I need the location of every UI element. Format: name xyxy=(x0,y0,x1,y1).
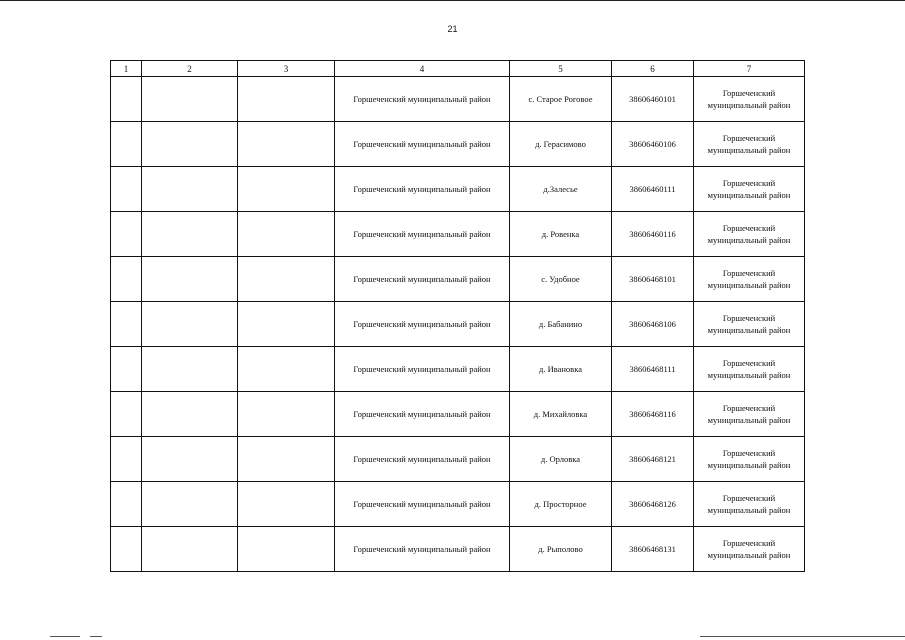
cell-district: Горшеченский муниципальный район xyxy=(335,527,510,572)
cell-code: 38606460106 xyxy=(612,122,694,167)
table-row xyxy=(111,257,805,302)
cell-col2 xyxy=(142,392,238,437)
cell-col3 xyxy=(238,392,335,437)
cell-col3 xyxy=(238,527,335,572)
cell-code: 38606468106 xyxy=(612,302,694,347)
table-row xyxy=(111,527,805,572)
cell-col3 xyxy=(238,122,335,167)
cell-settlement: с. Старое Роговое xyxy=(510,77,612,122)
cell-municipality: Горшеченский муниципальный район xyxy=(694,482,805,527)
cell-col1 xyxy=(111,122,142,167)
cell-district: Горшеченский муниципальный район xyxy=(335,167,510,212)
table-row xyxy=(111,212,805,257)
cell-col3 xyxy=(238,212,335,257)
column-header-1: 1 xyxy=(111,61,142,77)
cell-col2 xyxy=(142,257,238,302)
cell-code: 38606468101 xyxy=(612,257,694,302)
cell-district: Горшеченский муниципальный район xyxy=(335,392,510,437)
column-header-4: 4 xyxy=(335,61,510,77)
cell-col1 xyxy=(111,392,142,437)
cell-municipality: Горшеченский муниципальный район xyxy=(694,167,805,212)
cell-col1 xyxy=(111,212,142,257)
table-header xyxy=(111,61,805,77)
cell-col1 xyxy=(111,527,142,572)
cell-code: 38606468126 xyxy=(612,482,694,527)
cell-settlement: с. Удобное xyxy=(510,257,612,302)
cell-district: Горшеченский муниципальный район xyxy=(335,77,510,122)
cell-municipality: Горшеченский муниципальный район xyxy=(694,527,805,572)
table-row xyxy=(111,167,805,212)
cell-code: 38606460116 xyxy=(612,212,694,257)
cell-district: Горшеченский муниципальный район xyxy=(335,347,510,392)
scan-mark xyxy=(700,636,905,637)
column-header-5: 5 xyxy=(510,61,612,77)
cell-municipality: Горшеченский муниципальный район xyxy=(694,77,805,122)
cell-municipality: Горшеченский муниципальный район xyxy=(694,302,805,347)
cell-code: 38606468121 xyxy=(612,437,694,482)
scan-edge-marks xyxy=(0,633,905,640)
cell-col1 xyxy=(111,167,142,212)
cell-district: Горшеченский муниципальный район xyxy=(335,437,510,482)
cell-col2 xyxy=(142,437,238,482)
cell-municipality: Горшеченский муниципальный район xyxy=(694,392,805,437)
column-header-3: 3 xyxy=(238,61,335,77)
cell-col2 xyxy=(142,77,238,122)
cell-settlement: д. Орловка xyxy=(510,437,612,482)
cell-code: 38606460101 xyxy=(612,77,694,122)
cell-col1 xyxy=(111,302,142,347)
cell-col2 xyxy=(142,527,238,572)
cell-settlement: д. Михайловка xyxy=(510,392,612,437)
table-row xyxy=(111,77,805,122)
page-number: 21 xyxy=(447,24,458,34)
cell-district: Горшеченский муниципальный район xyxy=(335,122,510,167)
cell-col3 xyxy=(238,347,335,392)
cell-district: Горшеченский муниципальный район xyxy=(335,257,510,302)
cell-settlement: д. Рыполово xyxy=(510,527,612,572)
cell-district: Горшеченский муниципальный район xyxy=(335,482,510,527)
cell-district: Горшеченский муниципальный район xyxy=(335,302,510,347)
cell-col3 xyxy=(238,167,335,212)
cell-municipality: Горшеченский муниципальный район xyxy=(694,212,805,257)
column-number-row xyxy=(111,61,805,77)
cell-code: 38606468111 xyxy=(612,347,694,392)
top-border-line xyxy=(0,0,905,1)
table-row xyxy=(111,347,805,392)
cell-col2 xyxy=(142,122,238,167)
cell-col1 xyxy=(111,437,142,482)
cell-col1 xyxy=(111,347,142,392)
cell-col2 xyxy=(142,212,238,257)
cell-district: Горшеченский муниципальный район xyxy=(335,212,510,257)
table-row xyxy=(111,392,805,437)
cell-col3 xyxy=(238,437,335,482)
cell-municipality: Горшеченский муниципальный район xyxy=(694,347,805,392)
cell-municipality: Горшеченский муниципальный район xyxy=(694,122,805,167)
table-body xyxy=(111,77,805,572)
cell-settlement: д. Бабанино xyxy=(510,302,612,347)
table-row xyxy=(111,302,805,347)
settlements-table xyxy=(110,60,805,572)
table-row xyxy=(111,122,805,167)
cell-col3 xyxy=(238,302,335,347)
cell-code: 38606468116 xyxy=(612,392,694,437)
cell-code: 38606468131 xyxy=(612,527,694,572)
cell-settlement: д. Ивановка xyxy=(510,347,612,392)
cell-col3 xyxy=(238,77,335,122)
cell-col3 xyxy=(238,482,335,527)
cell-col1 xyxy=(111,257,142,302)
cell-settlement: д. Ровенка xyxy=(510,212,612,257)
cell-municipality: Горшеченский муниципальный район xyxy=(694,257,805,302)
column-header-2: 2 xyxy=(142,61,238,77)
cell-code: 38606460111 xyxy=(612,167,694,212)
cell-col1 xyxy=(111,77,142,122)
cell-col1 xyxy=(111,482,142,527)
column-header-6: 6 xyxy=(612,61,694,77)
scan-mark xyxy=(50,636,80,637)
cell-settlement: д. Просторное xyxy=(510,482,612,527)
cell-municipality: Горшеченский муниципальный район xyxy=(694,437,805,482)
cell-col3 xyxy=(238,257,335,302)
scan-mark xyxy=(90,636,102,637)
table-row xyxy=(111,482,805,527)
cell-col2 xyxy=(142,347,238,392)
cell-col2 xyxy=(142,482,238,527)
table-row xyxy=(111,437,805,482)
cell-col2 xyxy=(142,302,238,347)
cell-settlement: д.Залесье xyxy=(510,167,612,212)
cell-settlement: д. Герасимово xyxy=(510,122,612,167)
cell-col2 xyxy=(142,167,238,212)
column-header-7: 7 xyxy=(694,61,805,77)
